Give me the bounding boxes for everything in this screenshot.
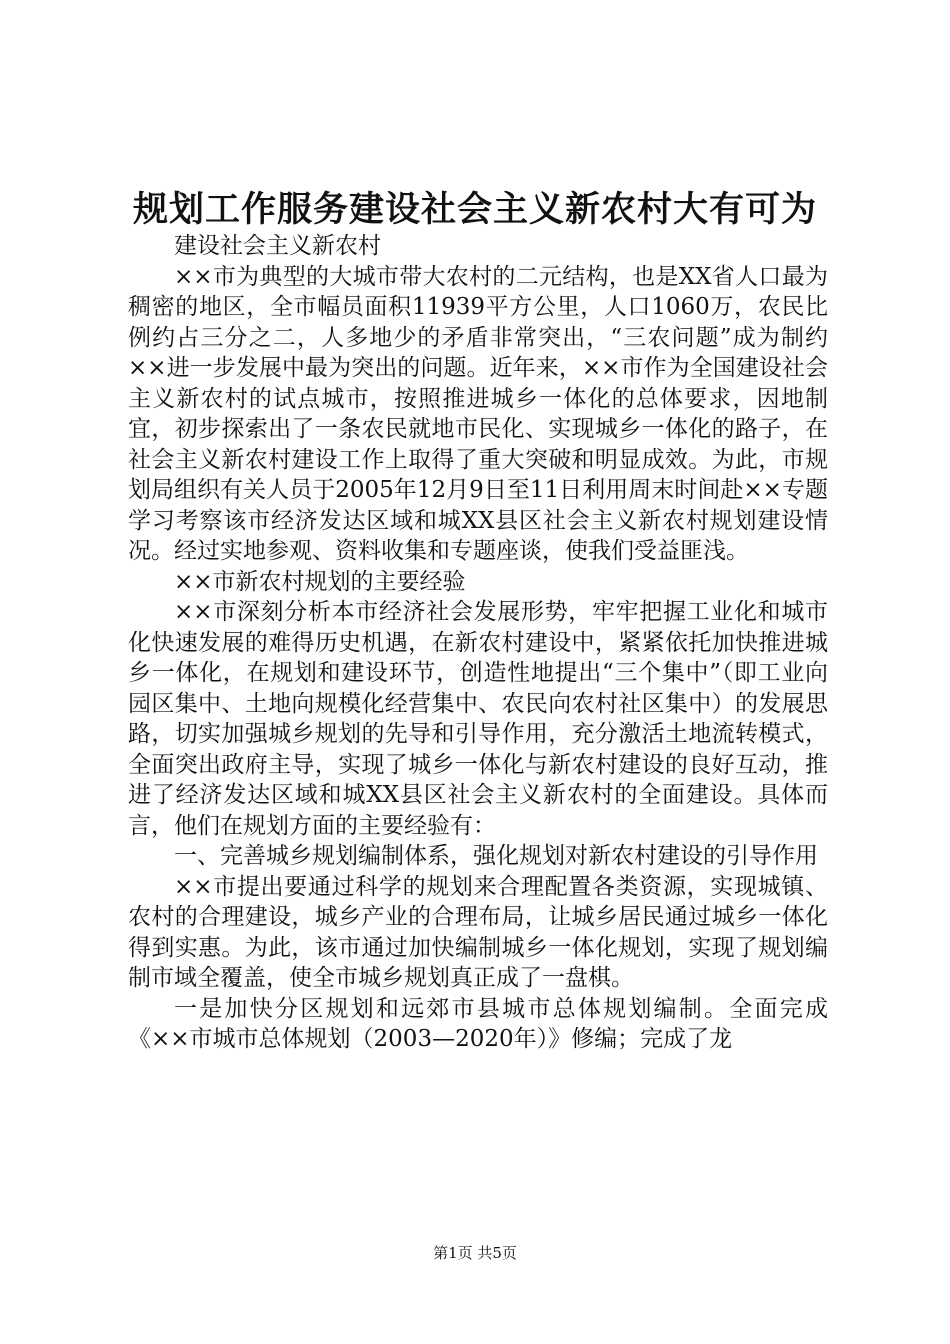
document-title: 规划工作服务建设社会主义新农村大有可为 [132, 190, 817, 230]
section-heading: 建设社会主义新农村 [174, 233, 381, 259]
paragraph: ××市深刻分析本市经济社会发展形势，牢牢把握工业化和城市化快速发展的难得历史机遇，在新农村建设中，紧紧依托加快推进城乡一体化，在规划和建设环节，创造性地提出“三个集中”（即工业向园区集中、土地向规模化经营集中、农民向农村社区集中）的发展思路，切实加强城乡规划的先导和引导作用，充分激活土地流转模式，全面突出政府主导，实现了城乡一体化与新农村建设的良好互动，推进了经济发达区域和城XX县区社会主义新农村的全面建设。具体而言，他们在规划方面的主要经验有： [128, 599, 828, 839]
page-footer: 第1页 共5页 [433, 1244, 517, 1262]
paragraph: ××市为典型的大城市带大农村的二元结构，也是XX省人口最为稠密的地区，全市幅员面积11939平方公里，人口1060万，农民比例约占三分之二，人多地少的矛盾非常突出，“三农问题”成为制约××进一步发展中最为突出的问题。近年来，××市作为全国建设社会主义新农村的试点城市，按照推进城乡一体化的总体要求，因地制宜，初步探索出了一条农民就地市民化、实现城乡一体化的路子，在社会主义新农村建设工作上取得了重大突破和明显成效。为此，市规划局组织有关人员于2005年12月9日至11日利用周末时间赴××专题学习考察该市经济发达区域和城XX县区社会主义新农村规划建设情况。经过实地参观、资料收集和专题座谈，使我们受益匪浅。 [128, 263, 828, 564]
document-body [128, 231, 828, 1055]
paragraph: ××市提出要通过科学的规划来合理配置各类资源，实现城镇、农村的合理建设，城乡产业的合理布局，让城乡居民通过城乡一体化得到实惠。为此，该市通过加快编制城乡一体化规划，实现了规划编制市域全覆盖，使全市城乡规划真正成了一盘棋。 [128, 873, 828, 991]
paragraph: 一是加快分区规划和远郊市县城市总体规划编制。全面完成《××市城市总体规划（2003—2020年）》修编；完成了龙 [128, 995, 828, 1052]
section-heading: 一、完善城乡规划编制体系，强化规划对新农村建设的引导作用 [174, 843, 818, 869]
section-heading: ××市新农村规划的主要经验 [174, 568, 466, 595]
